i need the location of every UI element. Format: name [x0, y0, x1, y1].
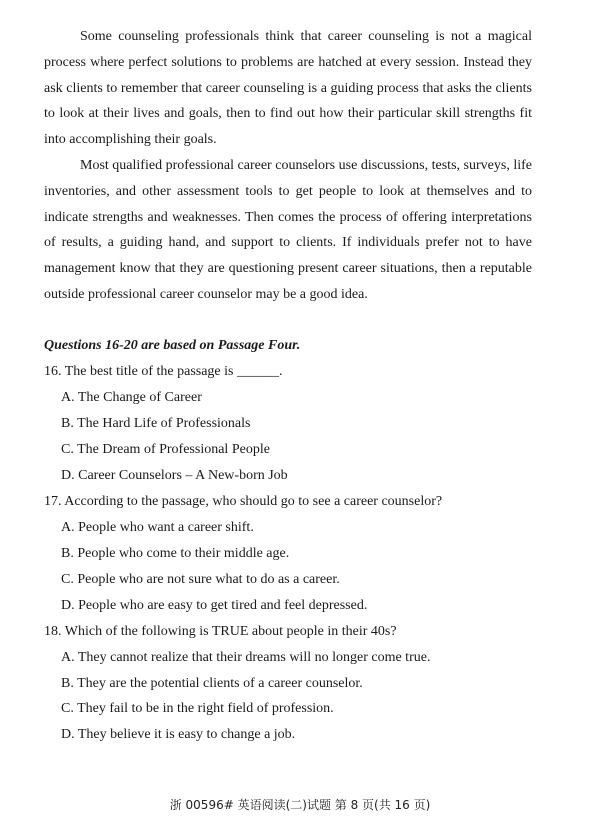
question-17-option-b: B. People who come to their middle age.: [61, 546, 290, 561]
question-18-option-d: D. They believe it is easy to change a job.: [61, 727, 296, 742]
question-17-option-a: A. People who want a career shift.: [61, 520, 254, 535]
question-17-option-c: C. People who are not sure what to do as a career.: [61, 572, 340, 587]
question-16-option-b: B. The Hard Life of Professionals: [61, 416, 251, 431]
question-17-stem: 17. According to the passage, who should go to see a career counselor?: [44, 494, 443, 509]
question-17-option-d: D. People who are easy to get tired and feel depressed.: [61, 598, 368, 613]
passage-paragraph-1: Some counseling professionals think that career counseling is not a magical process where perfect solutions to problems are hatched at every session. Instead they ask clients to remember that career counseling is a guiding process that asks the clients to look at their lives and goals, then to find out how their particular skill strengths fit into accomplishing their goals.: [44, 29, 532, 148]
page-footer: 浙 00596# 英语阅读(二)试题 第 8 页(共 16 页): [169, 798, 431, 812]
question-18-option-b: B. They are the potential clients of a career counselor.: [61, 676, 363, 691]
question-16-option-d: D. Career Counselors – A New-born Job: [61, 468, 288, 483]
question-16-option-a: A. The Change of Career: [61, 390, 202, 405]
question-18-stem: 18. Which of the following is TRUE about people in their 40s?: [44, 624, 397, 639]
question-18-option-a: A. They cannot realize that their dreams will no longer come true.: [61, 650, 431, 665]
questions-heading: Questions 16-20 are based on Passage Four.: [44, 338, 301, 353]
passage-paragraph-2: Most qualified professional career counselors use discussions, tests, surveys, life inventories, and other assessment tools to get people to look at themselves and to indicate strengths and weaknesses. Then comes the process of offering interpretations of results, a guiding hand, and support to clients. If individuals prefer not to have management know that they are questioning present career situations, then a reputable outside professional career counselor may be a good idea.: [44, 158, 532, 302]
question-16-option-c: C. The Dream of Professional People: [61, 442, 270, 457]
question-18-option-c: C. They fail to be in the right field of profession.: [61, 701, 334, 716]
question-16-stem: 16. The best title of the passage is ______.: [44, 364, 283, 379]
